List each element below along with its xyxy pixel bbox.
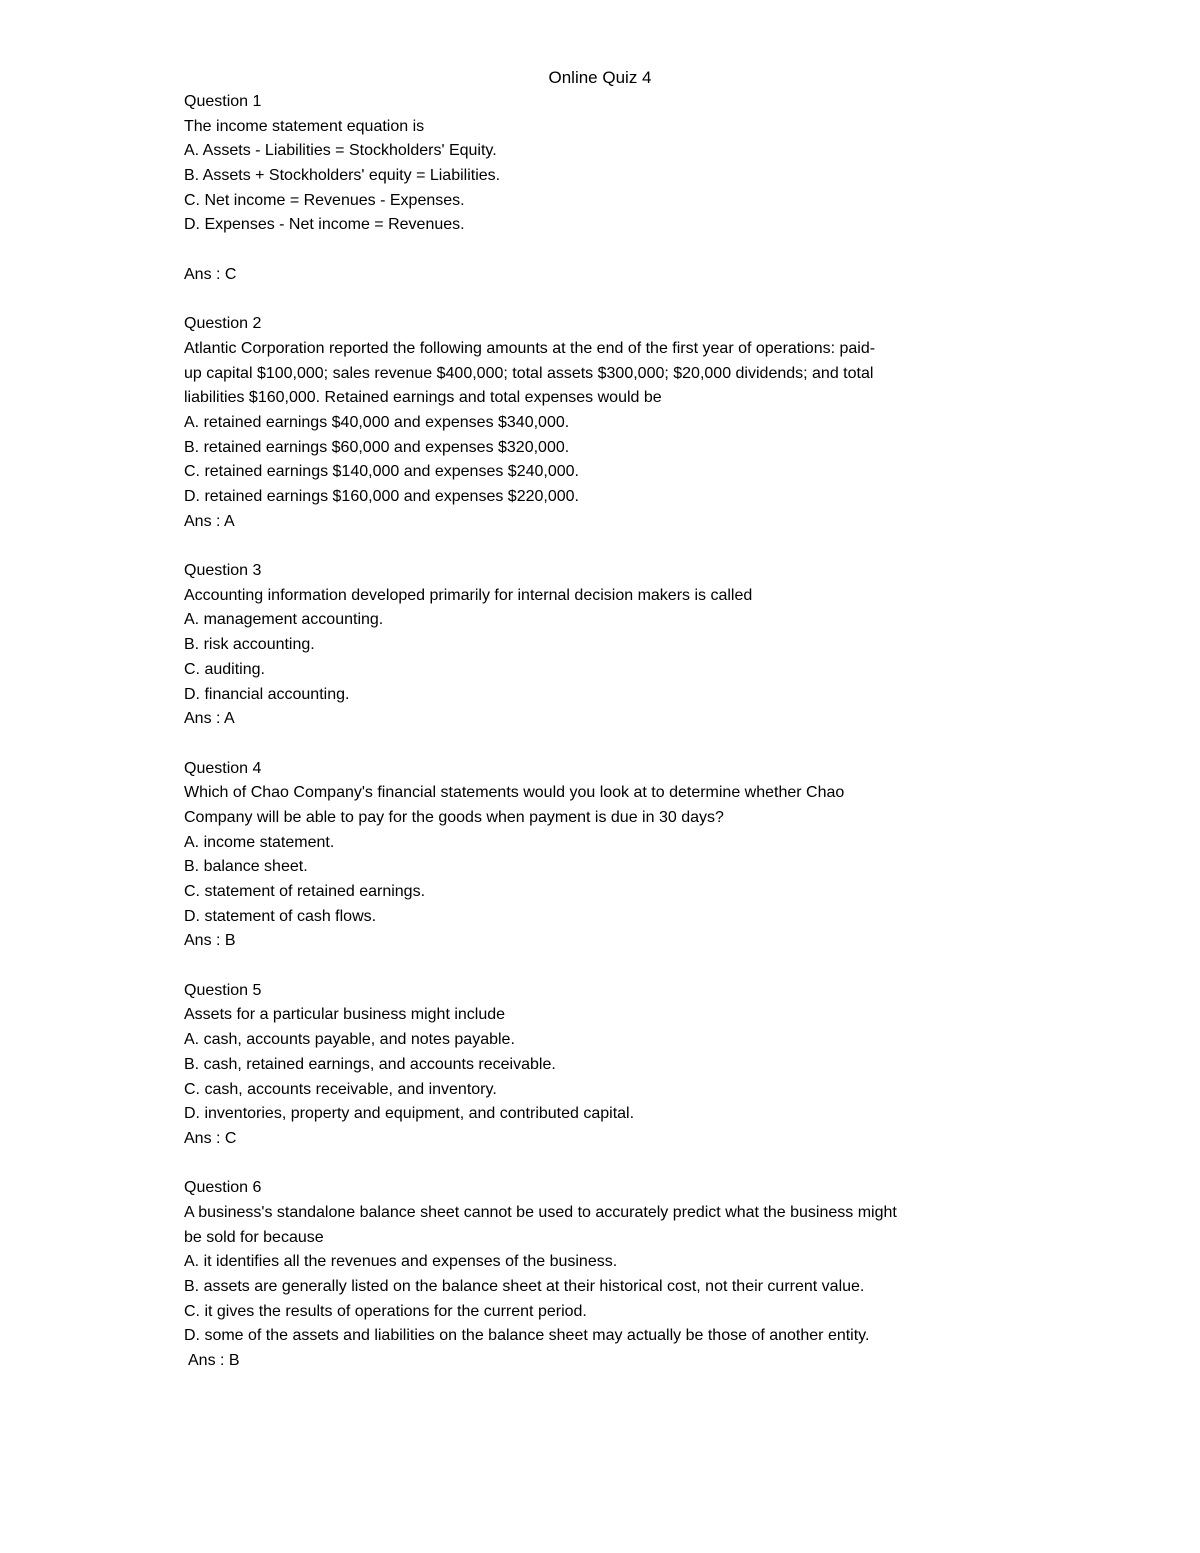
- question-5: [184, 979, 1024, 1152]
- question-stem-line: A business's standalone balance sheet cannot be used to accurately predict what the business might: [184, 1203, 897, 1221]
- answer-key: Ans : B: [188, 1352, 240, 1370]
- question-stem-line: The income statement equation is: [184, 117, 425, 135]
- answer-key: Ans : B: [184, 932, 236, 950]
- answer-option-c: C. Net income = Revenues - Expenses.: [184, 191, 465, 209]
- answer-option-a: A. management accounting.: [184, 611, 384, 629]
- answer-option-a: A. Assets - Liabilities = Stockholders' Equity.: [184, 142, 497, 160]
- question-heading: Question 6: [184, 1179, 262, 1197]
- answer-option-c: C. auditing.: [184, 660, 265, 678]
- question-stem-line: Atlantic Corporation reported the following amounts at the end of the first year of operations: paid-: [184, 339, 876, 357]
- answer-option-a: A. retained earnings $40,000 and expenses $340,000.: [184, 413, 570, 431]
- answer-option-b: B. balance sheet.: [184, 858, 308, 876]
- answer-option-c: C. it gives the results of operations for the current period.: [184, 1302, 587, 1320]
- answer-option-b: B. Assets + Stockholders' equity = Liabilities.: [184, 167, 501, 185]
- question-2: [184, 312, 1024, 534]
- question-heading: Question 4: [184, 759, 262, 777]
- quiz-content: [184, 90, 1024, 1398]
- answer-option-d: D. statement of cash flows.: [184, 907, 377, 925]
- answer-key: Ans : C: [184, 1129, 237, 1147]
- answer-option-b: B. retained earnings $60,000 and expenses $320,000.: [184, 438, 570, 456]
- answer-option-d: D. financial accounting.: [184, 685, 350, 703]
- question-1: [184, 90, 1024, 288]
- answer-option-d: D. Expenses - Net income = Revenues.: [184, 216, 465, 234]
- question-heading: Question 5: [184, 981, 262, 999]
- answer-option-d: D. retained earnings $160,000 and expenses $220,000.: [184, 488, 579, 505]
- question-4: [184, 757, 1024, 955]
- answer-option-c: C. cash, accounts receivable, and inventory.: [184, 1080, 497, 1098]
- answer-option-c: C. retained earnings $140,000 and expenses $240,000.: [184, 463, 579, 481]
- answer-option-b: B. assets are generally listed on the balance sheet at their historical cost, not their current value.: [184, 1278, 865, 1295]
- blank-line: [184, 238, 1024, 263]
- question-stem-line: Company will be able to pay for the goods when payment is due in 30 days?: [184, 808, 724, 826]
- answer-option-b: B. risk accounting.: [184, 636, 315, 654]
- question-stem-line: Which of Chao Company's financial statements would you look at to determine whether Chao: [184, 784, 845, 802]
- question-6: [184, 1176, 1024, 1374]
- question-heading: Question 3: [184, 562, 262, 580]
- question-stem-line: be sold for because: [184, 1228, 324, 1246]
- answer-option-b: B. cash, retained earnings, and accounts receivable.: [184, 1055, 556, 1073]
- document-title: Online Quiz 4: [548, 68, 652, 87]
- answer-key: Ans : C: [184, 265, 237, 283]
- answer-option-c: C. statement of retained earnings.: [184, 883, 426, 900]
- answer-key: Ans : A: [184, 710, 235, 728]
- answer-option-a: A. income statement.: [184, 833, 335, 851]
- question-stem-line: Accounting information developed primarily for internal decision makers is called: [184, 586, 753, 604]
- question-heading: Question 1: [184, 93, 262, 110]
- question-stem-line: up capital $100,000; sales revenue $400,000; total assets $300,000; $20,000 dividends; and total: [184, 364, 874, 382]
- answer-option-d: D. some of the assets and liabilities on the balance sheet may actually be those of another entity.: [184, 1327, 870, 1345]
- question-stem-line: Assets for a particular business might include: [184, 1006, 506, 1024]
- answer-key: Ans : A: [184, 512, 235, 530]
- answer-option-a: A. cash, accounts payable, and notes payable.: [184, 1031, 515, 1049]
- question-3: [184, 559, 1024, 732]
- answer-option-d: D. inventories, property and equipment, and contributed capital.: [184, 1105, 635, 1123]
- answer-option-a: A. it identifies all the revenues and expenses of the business.: [184, 1253, 618, 1271]
- question-stem-line: liabilities $160,000. Retained earnings and total expenses would be: [184, 389, 662, 407]
- question-heading: Question 2: [184, 315, 262, 333]
